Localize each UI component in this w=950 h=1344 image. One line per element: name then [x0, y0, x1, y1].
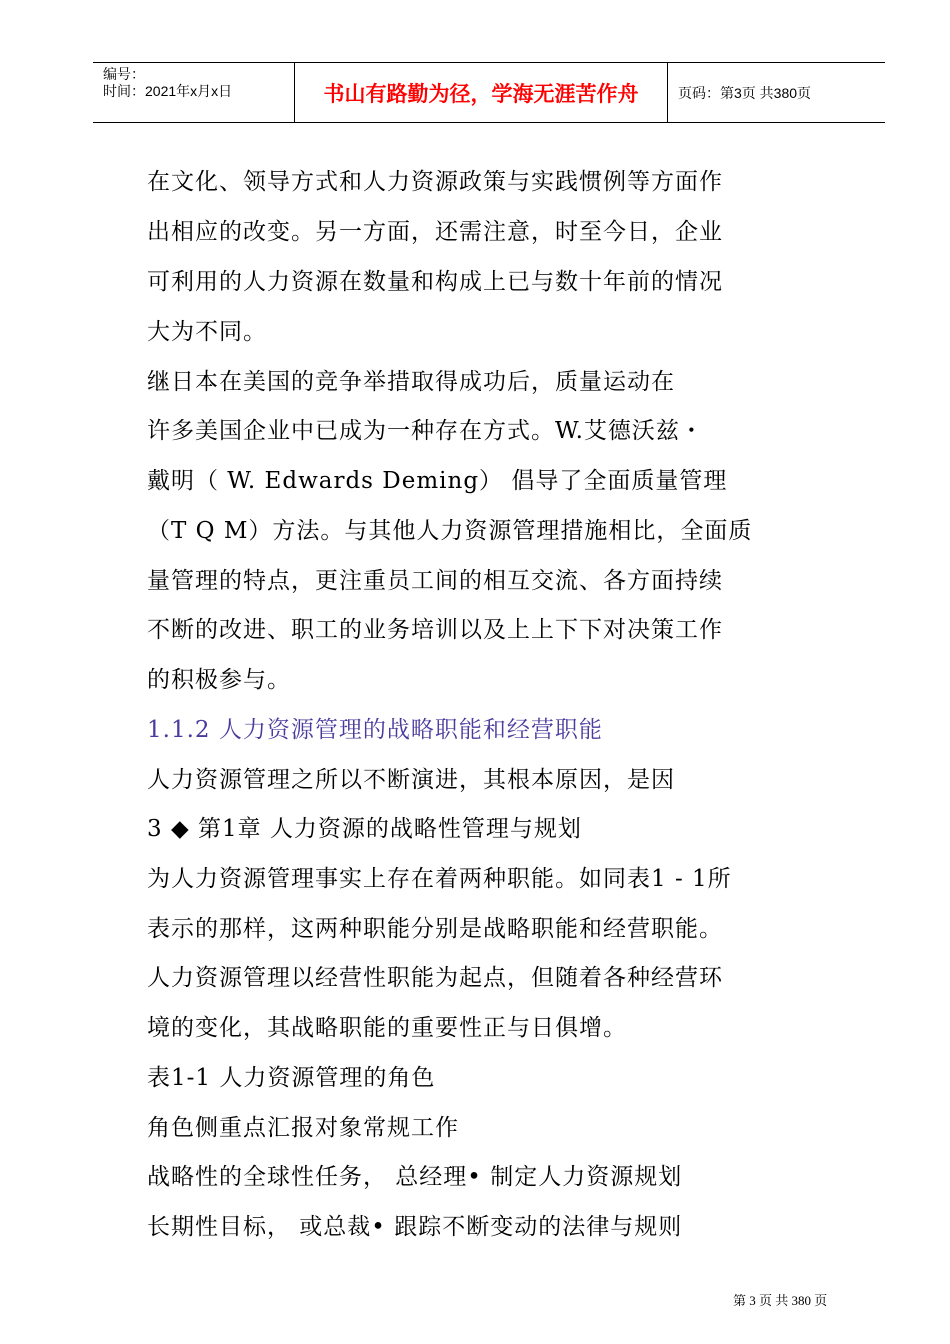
- table-row: 战略性的全球性任务， 总经理• 制定人力资源规划: [147, 1164, 683, 1190]
- header-number-label: 编号：: [103, 66, 145, 82]
- body-line: 不断的改进、职工的业务培训以及上上下下对决策工作: [147, 617, 723, 643]
- body-line: 可利用的人力资源在数量和构成上已与数十年前的情况: [147, 269, 723, 295]
- body-line: 许多美国企业中已成为一种存在方式。W.艾德沃兹・: [147, 418, 704, 444]
- body-line: 量管理的特点，更注重员工间的相互交流、各方面持续: [147, 568, 723, 594]
- body-line: 出相应的改变。另一方面，还需注意，时至今日，企业: [147, 219, 723, 245]
- body-line: 为人力资源管理事实上存在着两种职能。如同表1 - 1所: [147, 866, 732, 892]
- body-line: 境的变化，其战略职能的重要性正与日俱增。: [147, 1015, 627, 1041]
- body-line: 戴明（ W. Edwards Deming） 倡导了全面质量管理: [147, 468, 728, 494]
- body-line: 的积极参与。: [147, 667, 291, 693]
- table-row: 长期性目标， 或总裁• 跟踪不断变动的法律与规则: [147, 1214, 683, 1240]
- body-line: （T Q M）方法。与其他人力资源管理措施相比，全面质: [147, 518, 753, 544]
- header-time-label: 时间：2021年x月x日: [103, 83, 233, 99]
- body-line: 人力资源管理以经营性职能为起点，但随着各种经营环: [147, 965, 723, 991]
- chapter-running-head: 3 ◆ 第1章 人力资源的战略性管理与规划: [147, 816, 582, 842]
- header-page-label: 页码：第3页 共380页: [678, 84, 812, 101]
- body-line: 人力资源管理之所以不断演进，其根本原因，是因: [147, 767, 675, 793]
- table-header-row: 角色侧重点汇报对象常规工作: [147, 1115, 459, 1141]
- body-line: 大为不同。: [147, 319, 267, 345]
- body-line: 在文化、领导方式和人力资源政策与实践惯例等方面作: [147, 169, 723, 195]
- section-heading: 1.1.2 人力资源管理的战略职能和经营职能: [147, 717, 603, 743]
- header-motto: 书山有路勤为径，学海无涯苦作舟: [295, 63, 668, 122]
- page-footer: 第 3 页 共 380 页: [733, 1293, 828, 1308]
- page-header: [93, 62, 885, 123]
- body-line: 继日本在美国的竞争举措取得成功后，质量运动在: [147, 369, 675, 395]
- body-line: 表示的那样，这两种职能分别是战略职能和经营职能。: [147, 916, 723, 942]
- table-caption: 表1-1 人力资源管理的角色: [147, 1065, 436, 1091]
- header-info-cell: [93, 63, 295, 122]
